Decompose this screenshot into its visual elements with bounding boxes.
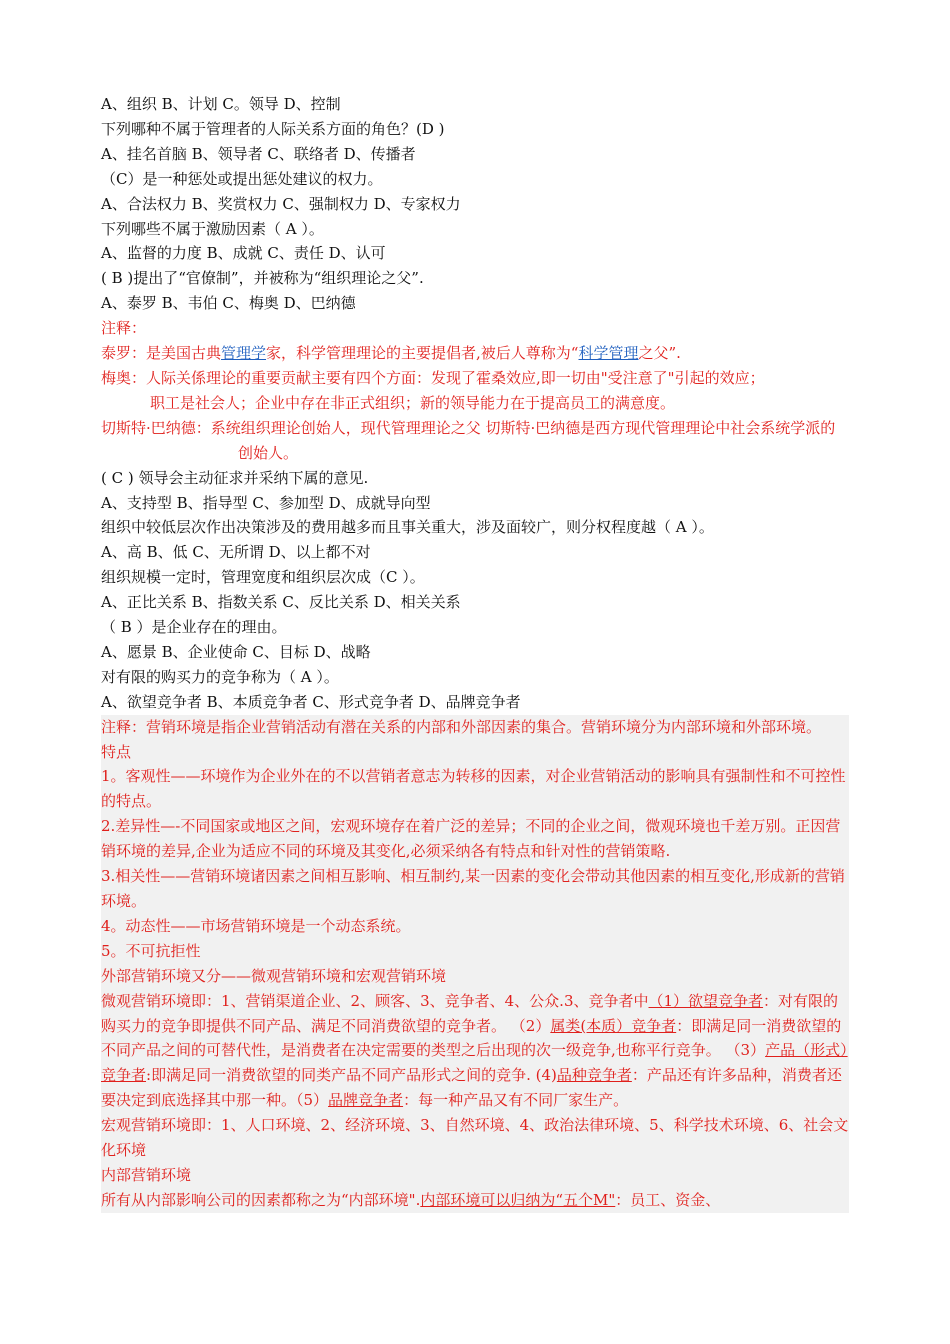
micro-term: （1）欲望竞争者 [648,991,764,1010]
question-line: 组织中较低层次作出决策涉及的费用越多而且事关重大，涉及面较广，则分权程度越（ A ）。 [101,518,714,537]
internal-term: 内部环境可以归纳为“五个M" [420,1190,616,1209]
micro-text: ：每一种产品又有不同厂家生产。 [403,1091,629,1110]
options-line: A、组织 B、计划 C。领导 D、控制 [101,95,341,113]
feature-dynamic: 4。动态性——市场营销环境是一个动态系统。 [101,916,411,935]
note-taylor-text: 之父”. [638,344,681,363]
options-line: A、正比关系 B、指数关系 C、反比关系 D、相关关系 [101,593,461,612]
question-line: 下列哪种不属于管理者的人际关系方面的角色？(D ) [101,119,445,138]
micro-text: ：对有限的购买力的竞争即提供不同产品、满足不同消费欲望的竞争者。 （2） [101,991,839,1035]
options-line: A、支持型 B、指导型 C、参加型 D、成就导向型 [101,493,431,512]
question-line: （ B ）是企业存在的理由。 [101,618,287,637]
options-line: A、合法权力 B、奖赏权力 C、强制权力 D、专家权力 [101,194,461,213]
macro-environment: 宏观营销环境即：1、人口环境、2、经济环境、3、自然环境、4、政治法律环境、5、科学技术环境、6、社会文化环境 [101,1116,849,1160]
question-line: ( C ) 领导会主动征求并采纳下属的意见. [101,468,369,487]
note-mayo-line2: 职工是社会人；企业中存在非正式组织；新的领导能力在于提高员工的满意度。 [150,393,676,412]
highlighted-notes [101,715,849,1213]
micro-term: 品牌竞争者 [328,1091,404,1110]
feature-correlation: 3.相关性——营销环境诸因素之间相互影响、相互制约,某一因素的变化会带动其他因素的相互变化,形成新的营销环境。 [101,867,845,910]
micro-text: ：即满足同一消费欲望的不同产品之间的可替代性，是消费者在决定需要的类型之后出现的次一级竞争,也称平行竞争。 （3） [101,1016,842,1060]
options-line: A、愿景 B、企业使命 C、目标 D、战略 [101,642,371,661]
options-line: A、挂名首脑 B、领导者 C、联络者 D、传播者 [101,144,416,163]
internal-environment [101,1188,849,1213]
micro-term: 产品（形式）竞争者 [101,1041,848,1085]
feature-objectivity: 1。客观性——环境作为企业外在的不以营销者意志为转移的因素，对企业营销活动的影响具有强制性和不可控性的特点。 [101,767,846,811]
link-scientific-management[interactable]: 科学管理 [578,344,639,363]
options-line: A、泰罗 B、韦伯 C、梅奥 D、巴纳德 [101,294,356,313]
external-environment: 外部营销环境又分——微观营销环境和宏观营销环境 [101,966,447,985]
micro-environment [101,989,849,1114]
document-body [101,92,849,1213]
note-mayo-line1: 梅奥：人际关係理论的重要贡献主要有四个方面：发现了霍桑效应,即一切由"受注意了"引起的效应； [101,368,765,387]
micro-term: 品种竞争者 [556,1066,632,1085]
internal-text: 所有从内部影响公司的因素都称之为“内部环境". [101,1190,421,1209]
micro-text: :即满足同一消费欲望的同类产品不同产品形式之间的竞争. (4) [146,1066,557,1085]
link-management-science[interactable]: 管理学 [221,344,267,363]
note-marketing-intro: 注释：营销环境是指企业营销活动有潜在关系的内部和外部因素的集合。营销环境分为内部环境和外部环境。 [101,717,822,736]
question-line: 组织规模一定时，管理宽度和组织层次成（C ）。 [101,568,425,587]
feature-irresistible: 5。不可抗拒性 [101,941,201,960]
note-taylor-text: 家，科学管理理论的主要提倡者,被后人尊称为“ [266,344,579,363]
feature-difference: 2.差异性—-不同国家或地区之间，宏观环境存在着广泛的差异；不同的企业之间，微观环境也千差万别。正因营销环境的差异,企业为适应不同的环境及其变化,必须采纳各有特点和针对性的营销策略. [101,817,841,861]
features-title: 特点 [101,742,132,761]
note-taylor-text: 泰罗：是美国古典 [101,344,222,363]
options-line: A、监督的力度 B、成就 C、责任 D、认可 [101,244,386,263]
micro-text: ：产品还有许多品种，消费者还要决定到底选择其中那一种。（5） [101,1066,842,1110]
micro-text: 微观营销环境即：1、营销渠道企业、2、顾客、3、竞争者、4、公众.3、竞争者中 [101,991,649,1010]
options-line: A、高 B、低 C、无所谓 D、以上都不对 [101,543,371,562]
internal-environment-title: 内部营销环境 [101,1165,192,1184]
note-barnard: 切斯特·巴纳德：系统组织理论创始人，现代管理理论之父 切斯特·巴纳德是西方现代管理理论中社会系统学派的创始人。 [101,418,836,462]
micro-term: 属类(本质）竞争者 [550,1016,677,1035]
question-line: 下列哪些不属于激励因素（ A ）。 [101,219,324,238]
question-line: （C）是一种惩处或提出惩处建议的权力。 [101,169,383,188]
note-title: 注释： [101,319,147,338]
question-line: ( B )提出了“官僚制”，并被称为“组织理论之父”. [101,269,424,288]
question-line: 对有限的购买力的竞争称为（ A ）。 [101,667,339,686]
options-line: A、欲望竞争者 B、本质竞争者 C、形式竞争者 D、品牌竞争者 [101,692,521,711]
internal-text: ：员工、资金、 [615,1190,721,1209]
note-taylor [101,341,849,366]
